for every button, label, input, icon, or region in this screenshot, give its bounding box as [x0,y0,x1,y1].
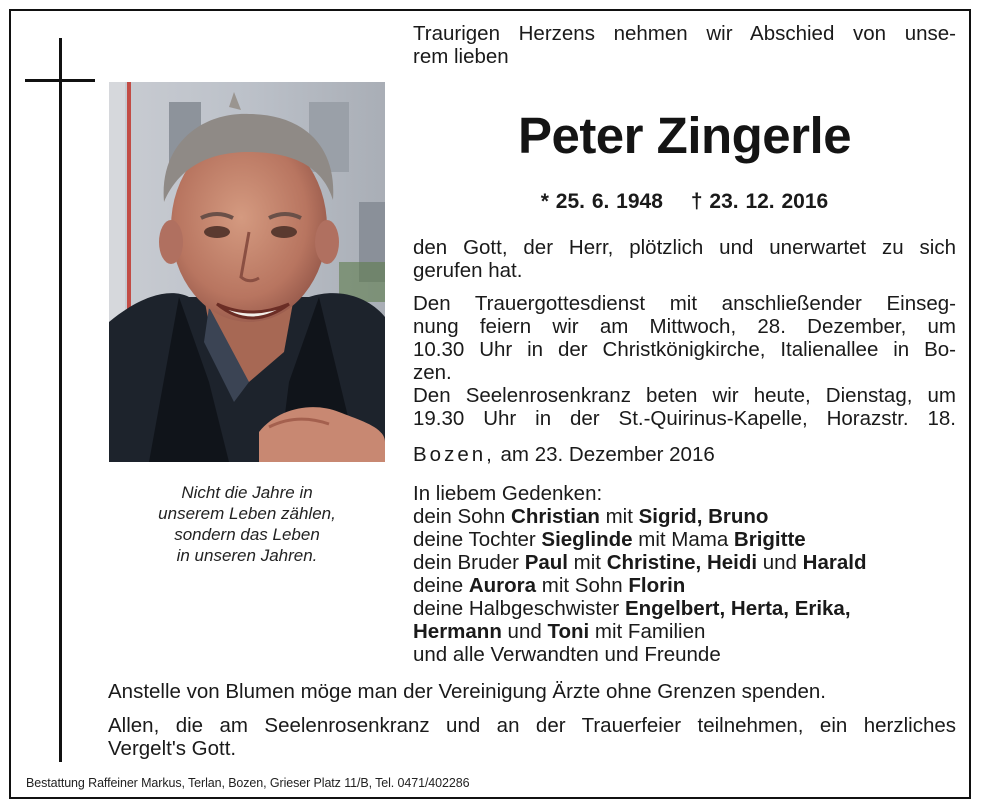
body-line: gerufen hat. [413,259,523,282]
donation-request: Anstelle von Blumen möge man der Vereinigung Ärzte ohne Grenzen spenden. [108,680,826,703]
place-date-line [413,443,956,466]
family-line: dein Bruder Paul mit Christine, Heidi und Harald [413,551,867,574]
cross-horizontal-bar [25,79,95,82]
thanks-text [108,714,956,760]
family-line: deine Tochter Sieglinde mit Mama Brigitte [413,528,806,551]
family-line: Hermann und Toni mit Familien [413,620,706,643]
family-list [413,482,956,666]
body-line: Den Seelenrosenkranz beten wir heute, Dienstag, um [413,384,956,407]
quote-line: Nicht die Jahre in [181,483,313,502]
funeral-home-credit: Bestattung Raffeiner Markus, Terlan, Bozen, Grieser Platz 11/B, Tel. 0471/402286 [26,776,470,790]
body-line: 19.30 Uhr in der St.-Quirinus-Kapelle, Horazstr. 18. [413,407,956,430]
quote-line: unserem Leben zählen, [158,504,336,523]
place: Bozen, [413,443,495,466]
thanks-line: Vergelt's Gott. [108,737,237,760]
family-line: deine Aurora mit Sohn Florin [413,574,686,597]
portrait-photo [109,82,385,462]
family-line: deine Halbgeschwister Engelbert, Herta, Erika, [413,597,851,620]
life-dates [413,190,956,214]
family-line: dein Sohn Christian mit Sigrid, Bruno [413,505,769,528]
memorial-quote [109,482,385,566]
thanks-line: Allen, die am Seelenrosenkranz und an der Trauerfeier teilnehmen, ein herzliches [108,714,956,737]
announcement-text [413,236,956,282]
notice-date: am 23. Dezember 2016 [500,443,715,466]
service-details [413,292,956,430]
family-heading: In liebem Gedenken: [413,482,603,505]
body-line: 10.30 Uhr in der Christkönigkirche, Italienallee in Bo- [413,338,956,361]
body-line: den Gott, der Herr, plötzlich und unerwartet zu sich [413,236,956,259]
intro-line: rem lieben [413,45,509,68]
birth-date: * 25. 6. 1948 [540,190,663,213]
intro-text [413,22,956,68]
quote-line: in unseren Jahren. [176,546,318,565]
quote-line: sondern das Leben [174,525,320,544]
death-date: † 23. 12. 2016 [690,190,829,213]
body-line: zen. [413,361,452,384]
deceased-name: Peter Zingerle [517,107,852,164]
cross-vertical-bar [59,38,62,762]
family-line: und alle Verwandten und Freunde [413,643,721,666]
body-line: Den Trauergottesdienst mit anschließender Einseg- [413,292,956,315]
intro-line: Traurigen Herzens nehmen wir Abschied von unse- [413,22,956,45]
body-line: nung feiern wir am Mittwoch, 28. Dezember, um [413,315,956,338]
